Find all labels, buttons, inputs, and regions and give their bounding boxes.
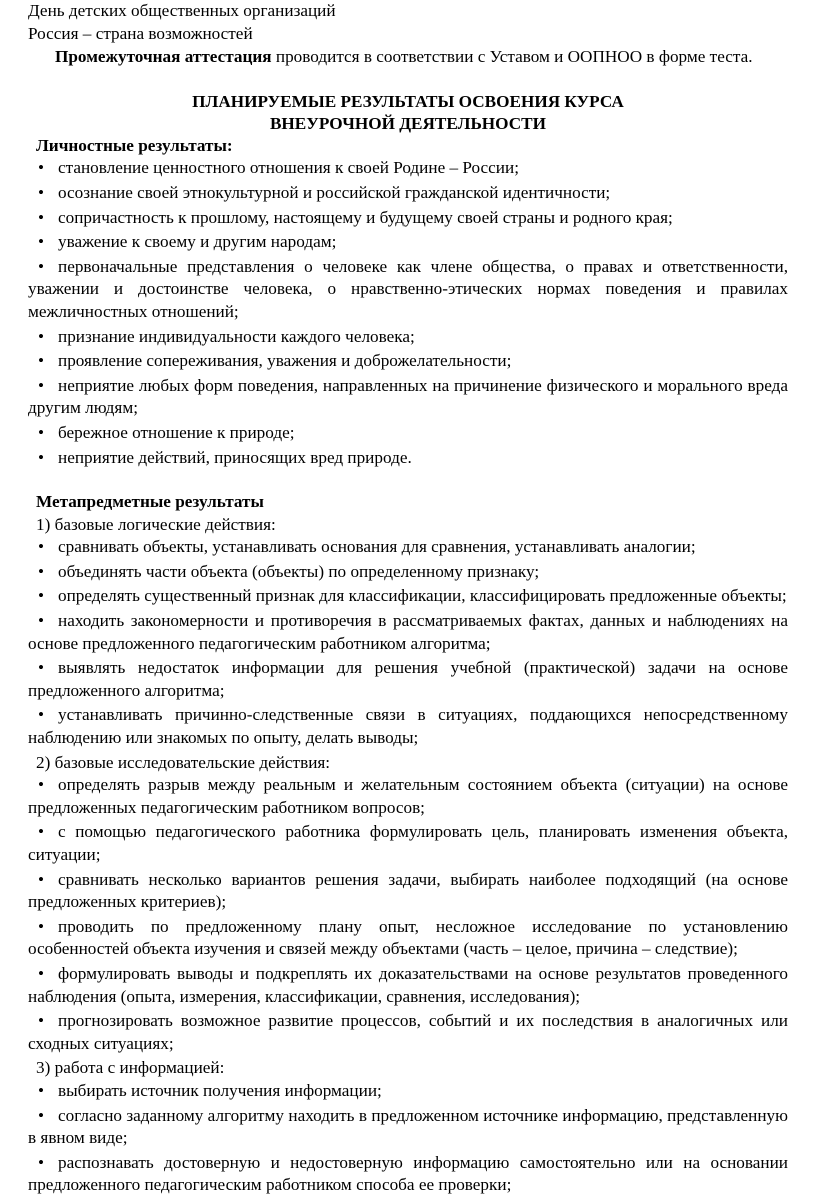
list-item: • сопричастность к прошлому, настоящему и будущему своей страны и родного края; [28,207,788,230]
list-item: • выбирать источник получения информации; [28,1080,788,1103]
personal-heading: Личностные результаты: [36,135,233,155]
list-item: • формулировать выводы и подкреплять их доказательствами на основе результатов проведенного наблюдения (опыта, измерения, классификации, сравнения, исследования); [28,963,788,1008]
list-item: • находить закономерности и противоречия в рассматриваемых фактах, данных и наблюдениях на основе предложенного педагогическим работником алгоритма; [28,610,788,655]
meta-group3-list [28,1080,788,1197]
list-item: • проводить по предложенному плану опыт, несложное исследование по установлению особенностей объекта изучения и связей между объектами (часть – целое, причина – следствие); [28,916,788,961]
list-item: • становление ценностного отношения к своей Родине – России; [28,157,788,180]
list-item: • проявление сопереживания, уважения и доброжелательности; [28,350,788,373]
attestation-bold: Промежуточная аттестация [55,47,272,67]
meta-group1-title: 1) базовые логические действия: [36,514,276,534]
title-line-1: ПЛАНИРУЕМЫЕ РЕЗУЛЬТАТЫ ОСВОЕНИЯ КУРСА [192,91,624,111]
list-item: • неприятие любых форм поведения, направленных на причинение физического и морального вреда другим людям; [28,375,788,420]
meta-group2-list [28,774,788,1055]
list-item: • сравнивать объекты, устанавливать основания для сравнения, устанавливать аналогии; [28,536,788,559]
list-item: • уважение к своему и другим народам; [28,231,788,254]
meta-group2-title: 2) базовые исследовательские действия: [36,752,331,772]
meta-heading: Метапредметные результаты [36,492,264,512]
title-line-2: ВНЕУРОЧНОЙ ДЕЯТЕЛЬНОСТИ [269,113,547,133]
document-title [28,91,788,135]
list-item: • бережное отношение к природе; [28,422,788,445]
list-item: • определять разрыв между реальным и желательным состоянием объекта (ситуации) на основе предложенных педагогическим работником вопросов; [28,774,788,819]
list-item: • с помощью педагогического работника формулировать цель, планировать изменения объекта, ситуации; [28,821,788,866]
list-item: • осознание своей этнокультурной и российской гражданской идентичности; [28,182,788,205]
meta-group1-list [28,536,788,749]
list-item: • неприятие действий, приносящих вред природе. [28,447,788,470]
list-item: • распознавать достоверную и недостоверную информацию самостоятельно или на основании предложенного педагогическим работником способа ее проверки; [28,1152,788,1197]
attestation-rest: проводится в соответствии с Уставом и ООПНОО в форме теста. [271,47,753,67]
list-item: • сравнивать несколько вариантов решения задачи, выбирать наиболее подходящий (на основе предложенных критериев); [28,869,788,914]
list-item: • признание индивидуальности каждого человека; [28,326,788,349]
list-item: • устанавливать причинно-следственные связи в ситуациях, поддающихся непосредственному наблюдению или знакомых по опыту, делать выводы; [28,704,788,749]
attestation-paragraph [28,46,788,69]
list-item: • согласно заданному алгоритму находить в предложенном источнике информацию, представленную в явном виде; [28,1105,788,1150]
meta-group3-title: 3) работа с информацией: [36,1058,225,1078]
header-line-1: День детских общественных организаций [28,1,336,20]
list-item: • выявлять недостаток информации для решения учебной (практической) задачи на основе предложенного алгоритма; [28,657,788,702]
list-item: • первоначальные представления о человеке как члене общества, о правах и ответственности, уважении и достоинстве человека, о нравственно-этических нормах поведения и правилах межличностных отношений; [28,256,788,324]
list-item: • объединять части объекта (объекты) по определенному признаку; [28,561,788,584]
list-item: • определять существенный признак для классификации, классифицировать предложенные объекты; [28,585,788,608]
header-line-2: Россия – страна возможностей [28,23,253,43]
list-item: • прогнозировать возможное развитие процессов, событий и их последствия в аналогичных или сходных ситуациях; [28,1010,788,1055]
personal-list [28,157,788,469]
